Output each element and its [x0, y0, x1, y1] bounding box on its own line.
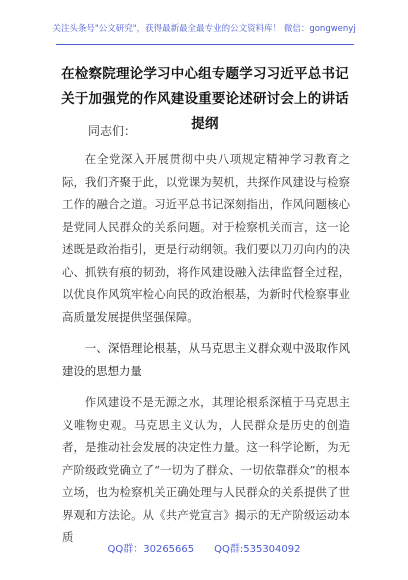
header-divider: [56, 44, 354, 45]
footer-qq-group-2: QQ群:535304092: [214, 544, 301, 555]
document-body: [62, 148, 350, 558]
footer-contact: [0, 540, 408, 555]
salutation: 同志们：: [88, 124, 137, 138]
section-heading: 一、深悟理论根基，从马克思主义群众观中汲取作风建设的思想力量: [62, 341, 350, 378]
paragraph-intro: 在全党深入开展贯彻中央八项规定精神学习教育之际，我们齐聚于此，以党课为契机，共探作风建设与检察工作的融合之道。习近平总书记深刻指出，作风问题核心是党同人民群众的关系问题。对于检察机关而言，这一论述既是政治指引，更是行动纲领。我们要以刀刃向内的决心、抓铁有痕的韧劲，将作风建设融入法律监督全过程，以优良作风筑牢检心向民的政治根基，为新时代检察事业高质量发展提供坚强保障。: [62, 152, 350, 324]
footer-qq-group-1: QQ群：30265665: [107, 544, 195, 555]
paragraph-section-one: 作风建设不是无源之水，其理论根系深植于马克思主义唯物史观。马克思主义认为，人民群众是历史的创造者，是推动社会发展的决定性力量。这一科学论断，为无产阶级政党确立了“一切为了群众、一切依靠群众”的根本立场，也为检察机关正确处理与人民群众的关系提供了世界观和方法论。从《共产党宣言》揭示的无产阶级运动本质: [62, 395, 350, 544]
document-title: 在检察院理论学习中心组专题学习习近平总书记关于加强党的作风建设重要论述研讨会上的讲话提纲: [61, 66, 349, 132]
watermark-header: 关注头条号"公文研究"，获得最新最全最专业的公文资料库！ 微信：gongwenyj: [52, 24, 356, 34]
